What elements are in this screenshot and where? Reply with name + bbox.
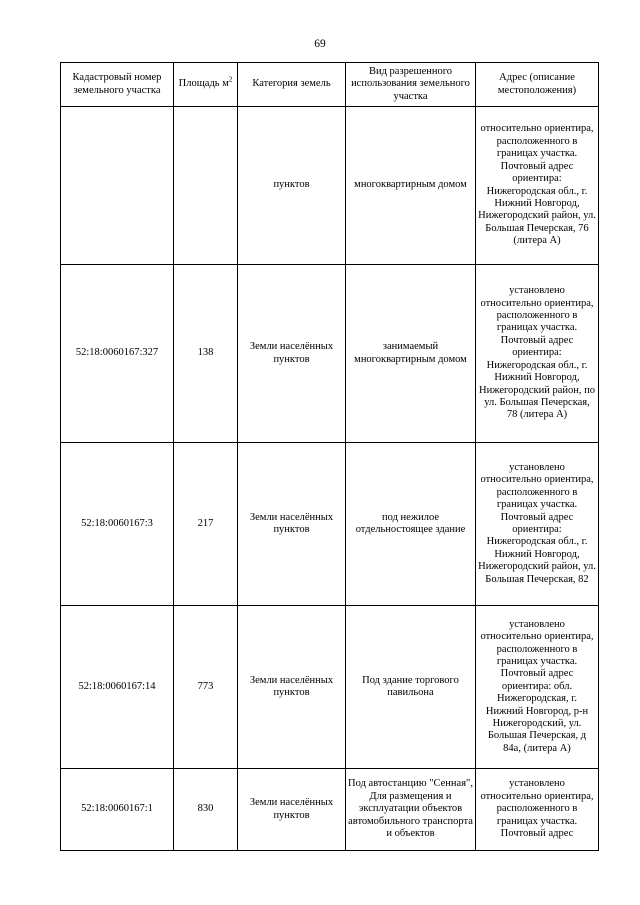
cell-category: Земли населённых пунктов [238, 265, 346, 443]
cell-use: многоквартирным домом [346, 107, 476, 265]
cell-cadastral: 52:18:0060167:1 [61, 769, 174, 851]
cell-use: занимаемый многоквартирным домом [346, 265, 476, 443]
cell-address: установлено относительно ориентира, расположенного в границах участка. Почтовый адрес ориентира: обл. Нижегородская, г. Нижний Новгород, р-н Нижегородский, ул. Большая Печерская, д 84а, (литера А) [476, 606, 599, 769]
cell-cadastral: 52:18:0060167:3 [61, 443, 174, 606]
header-category: Категория земель [238, 63, 346, 107]
cell-use: под нежилое отдельностоящее здание [346, 443, 476, 606]
cell-address: установлено относительно ориентира, расположенного в границах участка. Почтовый адрес [476, 769, 599, 851]
table-row [61, 443, 599, 606]
cell-area: 138 [174, 265, 238, 443]
header-area-label: Площадь м [178, 78, 229, 90]
cell-cadastral [61, 107, 174, 265]
cell-address: относительно ориентира, расположенного в границах участка. Почтовый адрес ориентира: Нижегородская обл., г. Нижний Новгород, Нижегородский район, ул. Большая Печерская, 76 (литера А) [476, 107, 599, 265]
table-row [61, 769, 599, 851]
cell-cadastral: 52:18:0060167:327 [61, 265, 174, 443]
cell-area: 830 [174, 769, 238, 851]
header-cadastral: Кадастровый номер земельного участка [61, 63, 174, 107]
header-area-sup: 2 [228, 75, 233, 84]
table-row [61, 265, 599, 443]
table-row [61, 606, 599, 769]
table-row [61, 107, 599, 265]
cell-area: 773 [174, 606, 238, 769]
land-plots-table [60, 62, 599, 851]
cell-area: 217 [174, 443, 238, 606]
page-number: 69 [314, 38, 326, 50]
cell-area [174, 107, 238, 265]
cell-category: Земли населённых пунктов [238, 606, 346, 769]
cell-address: установлено относительно ориентира, расположенного в границах участка. Почтовый адрес ориентира: Нижегородская обл., г. Нижний Новгород, Нижегородский район, по ул. Большая Печерская, 78 (литера А) [476, 265, 599, 443]
header-use: Вид разрешенного использования земельного участка [346, 63, 476, 107]
cell-category: пунктов [238, 107, 346, 265]
header-area [174, 63, 238, 107]
cell-category: Земли населённых пунктов [238, 769, 346, 851]
cell-cadastral: 52:18:0060167:14 [61, 606, 174, 769]
cell-address: установлено относительно ориентира, расположенного в границах участка. Почтовый адрес ориентира: Нижегородская обл., г. Нижний Новгород, Нижегородский район, ул. Большая Печерская, 82 [476, 443, 599, 606]
header-address: Адрес (описание местоположения) [476, 63, 599, 107]
cell-category: Земли населённых пунктов [238, 443, 346, 606]
cell-use: Под здание торгового павильона [346, 606, 476, 769]
table-header-row [61, 63, 599, 107]
cell-use: Под автостанцию "Сенная", Для размещения и эксплуатации объектов автомобильного транспорта и объектов [346, 769, 476, 851]
